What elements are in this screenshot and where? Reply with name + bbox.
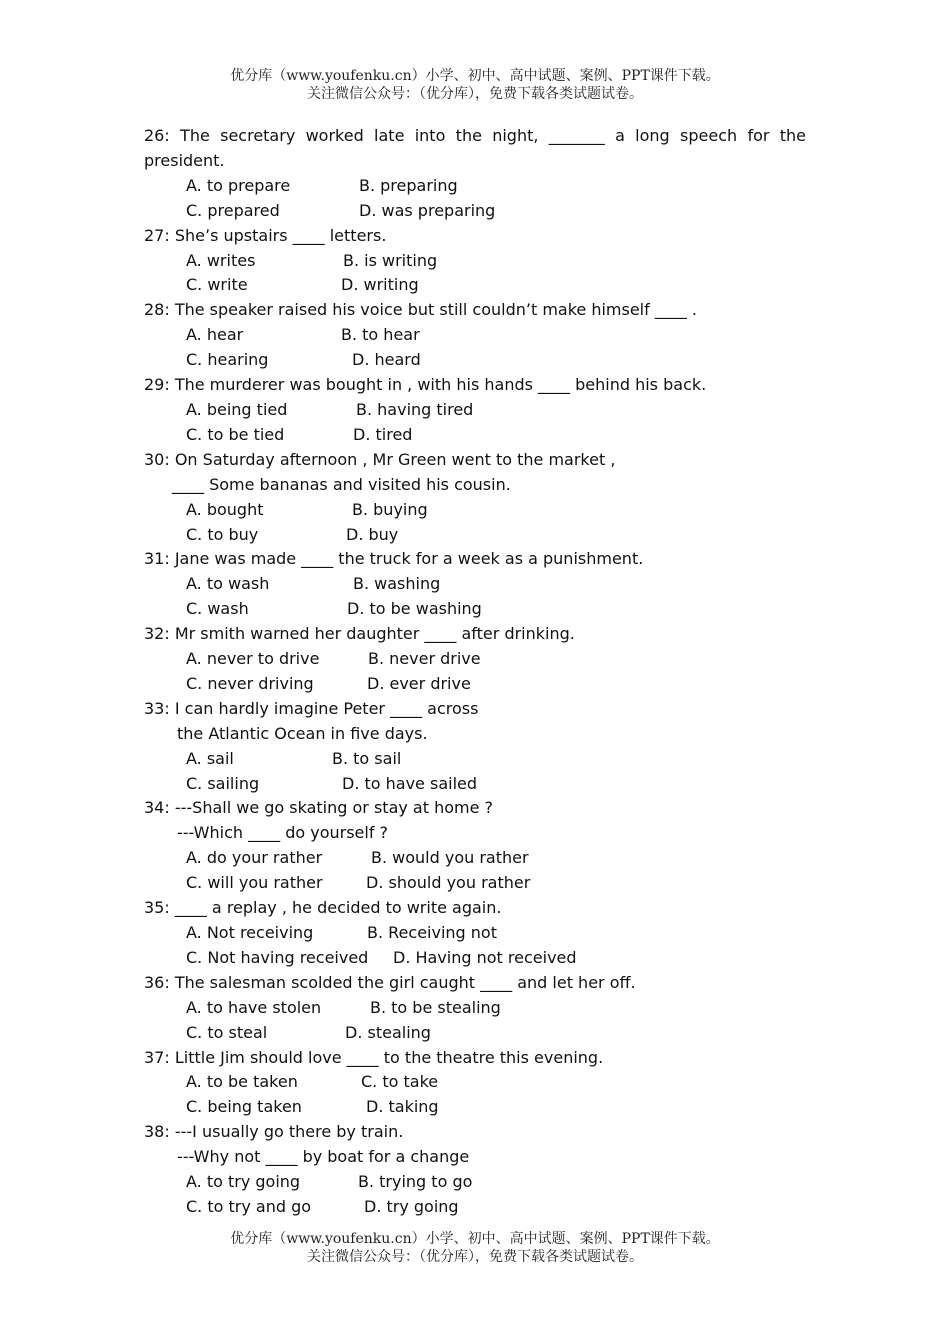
question-35 [144, 896, 806, 971]
option-a: A. sail [186, 748, 234, 768]
option-c: C. prepared [186, 200, 280, 220]
options-row [144, 199, 806, 224]
option-c: C. hearing [186, 350, 269, 370]
option-a: A. to try going [186, 1172, 301, 1192]
options-row [144, 398, 806, 423]
options-row [144, 921, 806, 946]
options-row [144, 523, 806, 548]
options-row [144, 1170, 806, 1195]
options-row [144, 498, 806, 523]
question-stem: 34: ---Shall we go skating or stay at home ? [144, 798, 494, 818]
options-row [144, 672, 806, 697]
option-d: D. writing [341, 275, 419, 295]
option-d: D. Having not received [393, 947, 577, 967]
question-32 [144, 622, 806, 697]
option-a: A. bought [186, 499, 264, 519]
option-a: A. never to drive [186, 649, 320, 669]
option-d: D. was preparing [359, 200, 496, 220]
option-c: C. Not having received [186, 947, 369, 967]
question-stem: 38: ---I usually go there by train. [144, 1122, 404, 1142]
question-stem-continuation: the Atlantic Ocean in five days. [177, 723, 428, 743]
question-stem: 37: Little Jim should love ____ to the theatre this evening. [144, 1047, 604, 1067]
option-c: C. write [186, 275, 248, 295]
options-row [144, 996, 806, 1021]
options-row [144, 846, 806, 871]
options-row [144, 647, 806, 672]
option-b: B. having tired [356, 399, 474, 419]
option-d: D. taking [366, 1097, 439, 1117]
option-c: C. to steal [186, 1022, 268, 1042]
question-34 [144, 796, 806, 896]
question-stem: 31: Jane was made ____ the truck for a week as a punishment. [144, 549, 644, 569]
options-row [144, 348, 806, 373]
options-row [144, 174, 806, 199]
question-36 [144, 971, 806, 1046]
question-stem: 29: The murderer was bought in , with his hands ____ behind his back. [144, 375, 707, 395]
options-row [144, 871, 806, 896]
option-a: A. to be taken [186, 1072, 298, 1092]
header-line-2: 关注微信公众号：（优分库），免费下载各类试题试卷。 [307, 86, 643, 102]
page-header [0, 67, 950, 103]
option-c: C. wash [186, 599, 249, 619]
option-c-second: C. to take [361, 1072, 439, 1092]
option-a: A. to have stolen [186, 997, 322, 1017]
option-b: B. is writing [343, 250, 438, 270]
question-27 [144, 224, 806, 299]
option-b: B. to sail [332, 748, 402, 768]
option-a: A. Not receiving [186, 923, 314, 942]
question-stem-continuation: ---Which ____ do yourself ? [177, 823, 389, 843]
option-d: D. tired [353, 424, 413, 444]
question-33 [144, 697, 806, 797]
option-c: C. to buy [186, 524, 259, 544]
option-b: B. washing [353, 574, 441, 594]
question-stem: 26: The secretary worked late into the night, _______ a long speech for the president. [144, 126, 806, 170]
option-c: C. to be tied [186, 424, 285, 444]
question-29 [144, 373, 806, 448]
option-d: D. to be washing [347, 599, 482, 619]
option-d: D. heard [352, 350, 421, 370]
option-a: A. to prepare [186, 175, 291, 195]
question-28 [144, 298, 806, 373]
question-31 [144, 547, 806, 622]
options-row [144, 747, 806, 772]
option-c: C. will you rather [186, 873, 323, 893]
question-38 [144, 1120, 806, 1220]
options-row [144, 423, 806, 448]
option-a: A. hear [186, 325, 244, 345]
option-a: A. do your rather [186, 848, 323, 868]
option-d: D. stealing [345, 1022, 431, 1042]
option-c: C. never driving [186, 673, 314, 693]
question-stem: 28: The speaker raised his voice but still couldn’t make himself ____ . [144, 300, 698, 320]
option-b: B. Receiving not [367, 923, 497, 942]
option-b: B. never drive [368, 649, 481, 669]
page-footer [0, 1230, 950, 1266]
option-b: B. to hear [341, 325, 420, 345]
options-row [144, 597, 806, 622]
option-c: C. being taken [186, 1097, 302, 1117]
question-stem: 35: ____ a replay , he decided to write again. [144, 898, 502, 918]
question-stem: 36: The salesman scolded the girl caught ____ and let her off. [144, 972, 636, 992]
options-row [144, 249, 806, 274]
option-d: D. to have sailed [342, 773, 478, 793]
options-row [144, 273, 806, 298]
options-row [144, 946, 806, 971]
option-c: C. to try and go [186, 1196, 312, 1216]
options-row [144, 1095, 806, 1120]
option-a: A. writes [186, 250, 256, 270]
option-b: B. trying to go [358, 1172, 473, 1192]
question-stem: 33: I can hardly imagine Peter ____ across [144, 698, 479, 718]
header-line-1: 优分库（www.youfenku.cn）小学、初中、高中试题、案例、PPT课件下载。 [230, 68, 720, 84]
option-d: D. ever drive [367, 673, 471, 693]
option-d: D. should you rather [366, 873, 531, 893]
question-37 [144, 1046, 806, 1121]
options-row [144, 572, 806, 597]
option-b: B. preparing [359, 175, 458, 195]
options-row [144, 772, 806, 797]
footer-line-1: 优分库（www.youfenku.cn）小学、初中、高中试题、案例、PPT课件下载。 [230, 1231, 720, 1247]
option-a: A. being tied [186, 399, 288, 419]
options-row [144, 1195, 806, 1220]
question-26 [144, 124, 806, 224]
option-b: B. would you rather [371, 848, 529, 868]
options-row [144, 323, 806, 348]
options-row [144, 1021, 806, 1046]
question-30 [144, 448, 806, 548]
option-b: B. buying [352, 499, 428, 519]
question-stem: 30: On Saturday afternoon , Mr Green went to the market , [144, 449, 616, 469]
options-row [144, 1070, 806, 1095]
question-stem: 27: She’s upstairs ____ letters. [144, 225, 387, 245]
footer-line-2: 关注微信公众号：（优分库），免费下载各类试题试卷。 [307, 1249, 643, 1265]
question-list [144, 124, 806, 1220]
option-c: C. sailing [186, 773, 260, 793]
question-stem-continuation: ____ Some bananas and visited his cousin. [172, 474, 511, 494]
question-stem: 32: Mr smith warned her daughter ____ after drinking. [144, 624, 575, 644]
option-d: D. try going [364, 1196, 459, 1216]
option-d: D. buy [346, 524, 399, 544]
option-b: B. to be stealing [370, 997, 501, 1017]
question-stem-continuation: ---Why not ____ by boat for a change [177, 1147, 470, 1167]
option-a: A. to wash [186, 574, 270, 594]
